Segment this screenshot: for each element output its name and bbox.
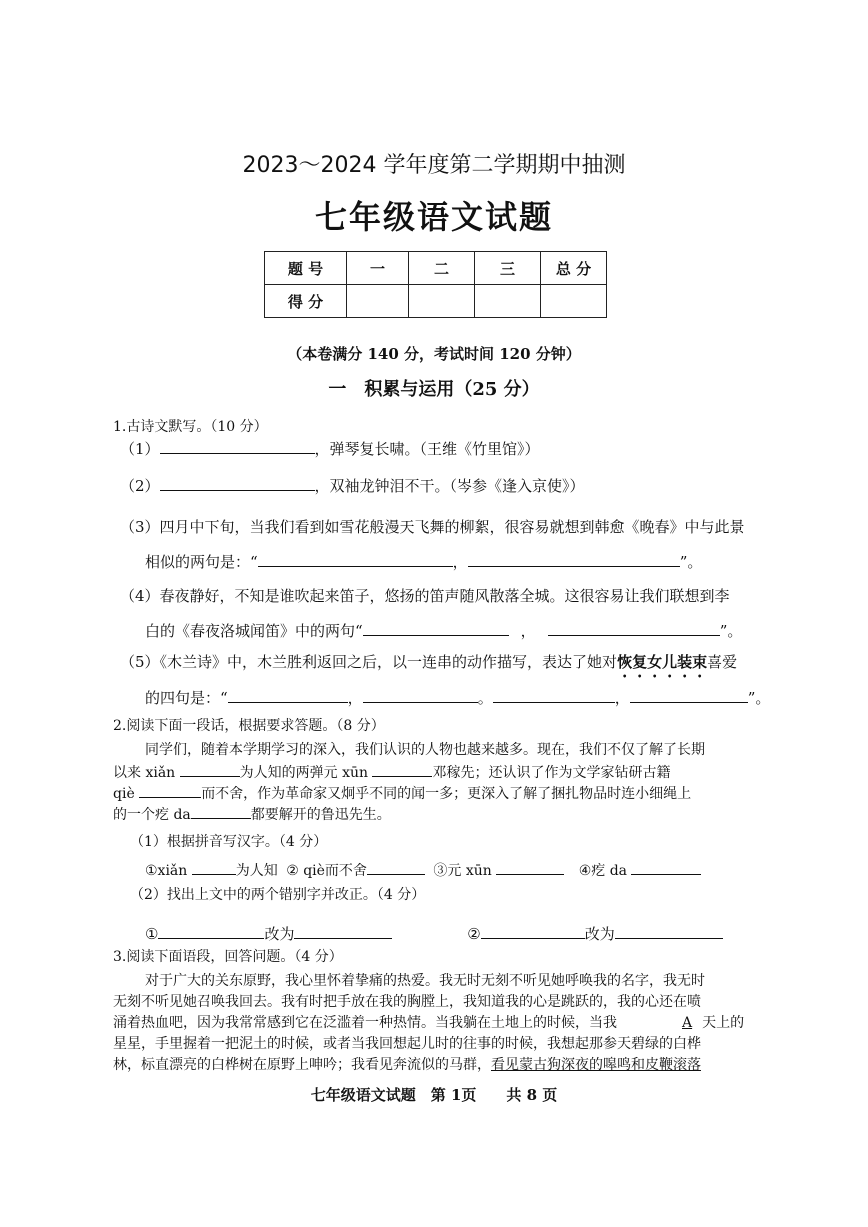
- q1-part5-blank2[interactable]: [363, 686, 478, 703]
- q1-part4-line2: [145, 619, 742, 641]
- q2-sub1-answers: [145, 858, 701, 880]
- q2-fix1-right-blank[interactable]: [294, 922, 392, 939]
- q3-line3-end: 天上的: [702, 1015, 745, 1031]
- q2-passage-blank4: [191, 802, 251, 819]
- q1-part3-line1: （3）四月中下旬，当我们看到如雪花般漫天飞舞的柳絮，很容易就想到韩愈《晚春》中与此景: [120, 518, 745, 536]
- q1-part5-blank3[interactable]: [493, 686, 615, 703]
- q1-part3-line2: [145, 550, 702, 572]
- q2-passage-text5: 都要解开的鲁迅先生。: [250, 807, 391, 823]
- q1-part5-prefix: （5）《木兰诗》中，木兰胜利返回之后，以一连串的动作描写，表达了她对: [120, 653, 618, 671]
- q2-passage-line1: 同学们，随着本学期学习的深入，我们认识的人物也越来越多。现在，我们不仅了解了长期: [145, 742, 705, 758]
- q2-fix2-label: ②: [467, 925, 481, 943]
- q2-ans3-blank[interactable]: [496, 858, 564, 875]
- q2-passage-blank1: [180, 760, 240, 777]
- q1-part5-period: 。: [477, 689, 493, 707]
- q1-part1: [120, 437, 540, 459]
- q1-title: 1.古诗文默写。（10 分）: [113, 419, 268, 435]
- score-cell-section1: 一: [347, 252, 409, 285]
- q1-part4-line1: （4）春夜静好，不知是谁吹起来笛子，悠扬的笛声随风散落全城。这很容易让我们联想到李: [120, 587, 730, 605]
- q1-part3-suffix: ”。: [679, 553, 703, 571]
- q1-part3-prefix: 相似的两句是：“: [145, 553, 258, 571]
- q2-pinyin-xian: 以来 xiǎn: [113, 765, 176, 781]
- q1-part4-blank2[interactable]: [548, 619, 720, 636]
- q1-part2-blank[interactable]: [160, 474, 315, 491]
- q1-part5-blank4[interactable]: [630, 686, 748, 703]
- q2-pinyin-da: 的一个疙 da: [113, 807, 191, 823]
- q1-part4-suffix: ”。: [719, 622, 743, 640]
- q3-passage-line1: 对于广大的关东原野，我心里怀着挚痛的热爱。我无时无刻不听见她呼唤我的名字，我无时: [145, 973, 705, 989]
- q3-blank-a: [672, 1012, 744, 1032]
- q2-passage-text2: 为人知的两弹元 xūn: [239, 765, 369, 781]
- score-row-label: 得 分: [265, 285, 347, 318]
- q2-ans1-text: 为人知: [235, 863, 278, 879]
- q1-part1-blank[interactable]: [160, 437, 315, 454]
- score-input-section3[interactable]: [475, 285, 541, 318]
- score-input-total[interactable]: [541, 285, 607, 318]
- score-cell-section3: 三: [475, 252, 541, 285]
- q2-fix2-right-blank[interactable]: [615, 922, 723, 939]
- page-footer: 七年级语文试题 第 1页 共 8 页: [310, 1086, 558, 1104]
- q2-passage-line2: [113, 760, 670, 782]
- q2-fix1-label: ①: [145, 925, 159, 943]
- q2-sub2-answers: [145, 922, 723, 944]
- q1-part5-blank1[interactable]: [228, 686, 348, 703]
- q1-part3-comma: ，: [452, 553, 468, 571]
- q3-blank-a-label: A: [682, 1015, 693, 1031]
- q1-part5-line1: [120, 651, 737, 681]
- q3-line5-underlined: 看见蒙古狗深夜的嗥鸣和皮鞭滚落: [491, 1057, 701, 1073]
- q2-sub1-title: （1）根据拼音写汉字。（4 分）: [130, 834, 328, 850]
- score-cell-section2: 二: [409, 252, 475, 285]
- score-cell-total: 总 分: [541, 252, 607, 285]
- q2-ans3-label: ③元 xūn: [433, 863, 492, 879]
- q2-ans2-label: ② qiè而不舍: [286, 863, 367, 879]
- q2-ans1-label: ①xiǎn: [145, 863, 188, 879]
- q1-part5-emphasis: 恢复女儿装束: [617, 653, 708, 671]
- score-cell-label: 题 号: [265, 252, 347, 285]
- q1-part4-prefix: 白的《春夜洛城闻笛》中的两句“: [145, 622, 363, 640]
- q2-fix2-wrong-blank[interactable]: [481, 922, 585, 939]
- q1-part4-blank1[interactable]: [363, 619, 509, 636]
- q2-ans4-label: ④疙 da: [578, 863, 627, 879]
- q1-part2: [120, 474, 585, 496]
- q1-part5-line2: [145, 686, 770, 708]
- exam-term: 2023～2024 学年度第二学期期中抽测: [242, 153, 626, 178]
- section1-title: 一 积累与运用（25 分）: [328, 379, 540, 400]
- q2-pinyin-qie: qiè: [113, 786, 135, 802]
- q1-part2-text: ，双袖龙钟泪不干。（岑参《逢入京使》）: [314, 477, 585, 495]
- score-table-header-row: [265, 252, 607, 285]
- score-input-section2[interactable]: [409, 285, 475, 318]
- q1-part3-blank2[interactable]: [468, 550, 680, 567]
- q1-part3-blank1[interactable]: [258, 550, 453, 567]
- q2-title: 2.阅读下面一段话，根据要求答题。（8 分）: [113, 718, 385, 734]
- q2-ans1-blank[interactable]: [192, 858, 236, 875]
- q1-part5-comma2: ，: [614, 689, 630, 707]
- q2-passage-line4: [113, 802, 391, 824]
- q2-fix1-changeto: 改为: [264, 925, 295, 943]
- q3-title: 3.阅读下面语段，回答问题。（4 分）: [113, 949, 343, 965]
- score-input-section1[interactable]: [347, 285, 409, 318]
- q3-passage-line3: 涌着热血吧，因为我常常感到它在泛滥着一种热情。当我躺在土地上的时候，当我: [113, 1015, 617, 1031]
- q1-part1-num: （1）: [120, 440, 160, 458]
- q2-passage-text3: 邓稼先；还认识了作为文学家钻研古籍: [432, 765, 671, 781]
- q3-passage-line5: [113, 1054, 701, 1074]
- q2-passage-blank2: [372, 760, 432, 777]
- q1-part5-suffix: ”。: [747, 689, 771, 707]
- q1-part5-end: 喜爱: [707, 653, 738, 671]
- q2-passage-line3: [113, 781, 691, 803]
- q1-part4-comma: ，: [520, 622, 536, 640]
- q3-passage-line4: 星星，手里握着一把泥土的时候，或者当我回想起儿时的往事的时候，我想起那参天碧绿的白桦: [113, 1036, 701, 1052]
- q3-line5-text: 林，标直漂亮的白桦树在原野上呻吟；我看见奔流似的马群，: [113, 1057, 491, 1073]
- score-table-score-row: [265, 285, 607, 318]
- exam-title: 七年级语文试题: [314, 198, 553, 236]
- q2-fix2-changeto: 改为: [584, 925, 615, 943]
- q2-fix1-wrong-blank[interactable]: [158, 922, 264, 939]
- q2-passage-text4: 而不舍，作为革命家又炯乎不同的闻一多；更深入了解了捆扎物品时连小细绳上: [201, 786, 692, 802]
- q2-sub2-title: （2）找出上文中的两个错别字并改正。（4 分）: [130, 887, 426, 903]
- q2-passage-blank3: [139, 781, 201, 798]
- q1-part5-comma1: ，: [347, 689, 363, 707]
- q2-ans2-blank[interactable]: [367, 858, 425, 875]
- exam-note: （本卷满分 140 分，考试时间 120 分钟）: [287, 345, 581, 363]
- q1-part5-line2-prefix: 的四句是：“: [145, 689, 228, 707]
- q2-ans4-blank[interactable]: [631, 858, 701, 875]
- q1-part2-num: （2）: [120, 477, 160, 495]
- q3-passage-line2: 无刻不听见她召唤我回去。我有时把手放在我的胸膛上，我知道我的心是跳跃的，我的心还在喷: [113, 994, 701, 1010]
- score-table: [264, 251, 607, 318]
- q1-part1-text: ，弹琴复长啸。（王维《竹里馆》）: [314, 440, 540, 458]
